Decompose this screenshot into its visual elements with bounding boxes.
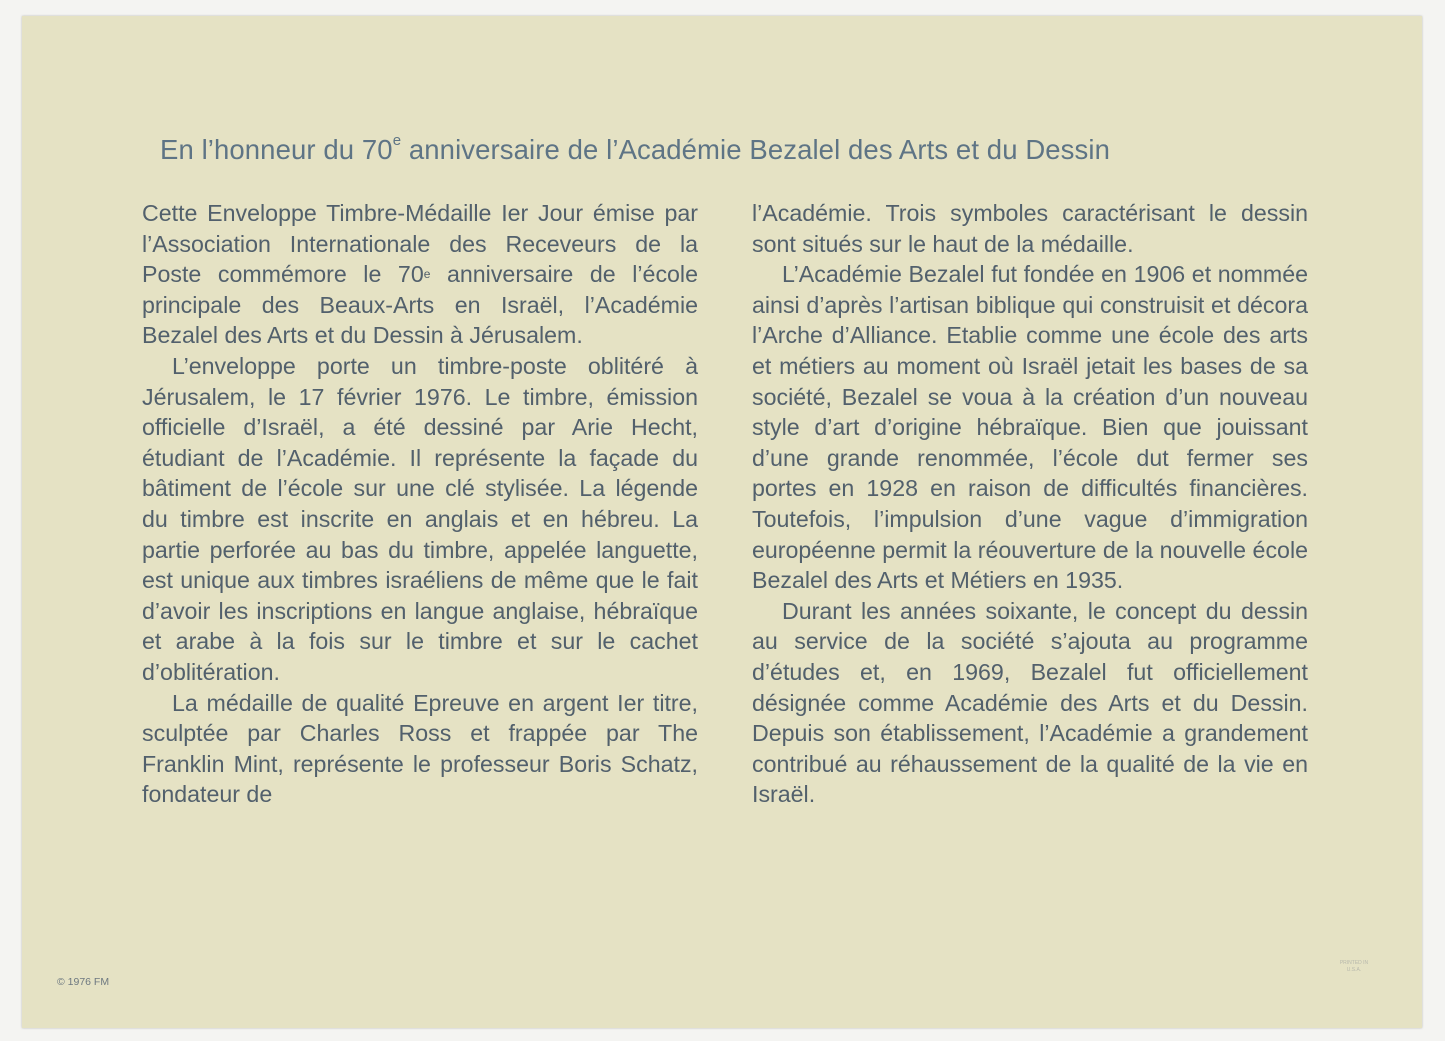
paragraph-4: l’Académie. Trois symboles caractérisant le dessin sont situés sur le haut de la médaille. [752, 200, 1308, 257]
title-text-rest: anniversaire de l’Académie Bezalel des Arts et du Dessin [401, 134, 1110, 165]
paragraph-3: La médaille de qualité Epreuve en argent Ier titre, sculptée par Charles Ross et frappée par The Franklin Mint, représente le professeur Boris Schatz, fondateur de [142, 689, 698, 808]
paragraph-superscript: e [423, 267, 431, 282]
left-column [142, 198, 698, 810]
paragraph-1 [142, 198, 698, 351]
paragraph-5: L’Académie Bezalel fut fondée en 1906 et nommée ainsi d’après l’artisan biblique qui construisit et décora l’Arche d’Alliance. Etablie comme une école des arts et métiers au moment où Israël jetait les bases de sa société, Bezalel se voua à la création d’un nouveau style d’art d’origine hébraïque. Bien que jouissant d’une grande renommée, l’école dut fermer ses portes en 1928 en raison de difficultés financières. Toutefois, l’impulsion d’une vague d’immigration européenne permit la réouverture de la nouvelle école Bezalel des Arts et Métiers en 1935. [752, 261, 1308, 594]
paragraph-text: Cette Enveloppe Timbre-Médaille Ier Jour émise par l’Association Internationale des Receveurs de la Poste commémore le 70 [142, 200, 698, 288]
paragraph-6: Durant les années soixante, le concept du dessin au service de la société s’ajouta au programme d’études et, en 1969, Bezalel fut officiellement désignée comme Académie des Arts et du Dessin. Depuis son établissement, l’Académie a grandement contribué au réhaussement de la qualité de la vie en Israël. [752, 597, 1308, 808]
title-superscript: e [392, 132, 402, 149]
paragraph-2: L’enveloppe porte un timbre-poste oblitéré à Jérusalem, le 17 février 1976. Le timbre, émission officielle d’Israël, a été dessiné par Arie Hecht, étudiant de l’Académie. Il représente la façade du bâtiment de l’école sur une clé stylisée. La légende du timbre est inscrite en anglais et en hébreu. La partie perforée au bas du timbre, appelée languette, est unique aux timbres israéliens de même que le fait d’avoir les inscriptions en langue anglaise, hébraïque et arabe à la fois sur le timbre et sur le cachet d’oblitération. [142, 352, 698, 685]
paragraph-text-rest: anniversaire de l’école principale des Beaux-Arts en Israël, l’Académie Bezalel des Arts et du Dessin à Jérusalem. [142, 261, 698, 349]
document-title [160, 134, 1320, 166]
right-column [752, 198, 1308, 810]
copyright-notice: © 1976 FM [57, 976, 110, 988]
title-text: En l’honneur du 70 [160, 134, 393, 165]
printed-in-usa-mark: PRINTED IN U.S.A. [1339, 960, 1369, 973]
